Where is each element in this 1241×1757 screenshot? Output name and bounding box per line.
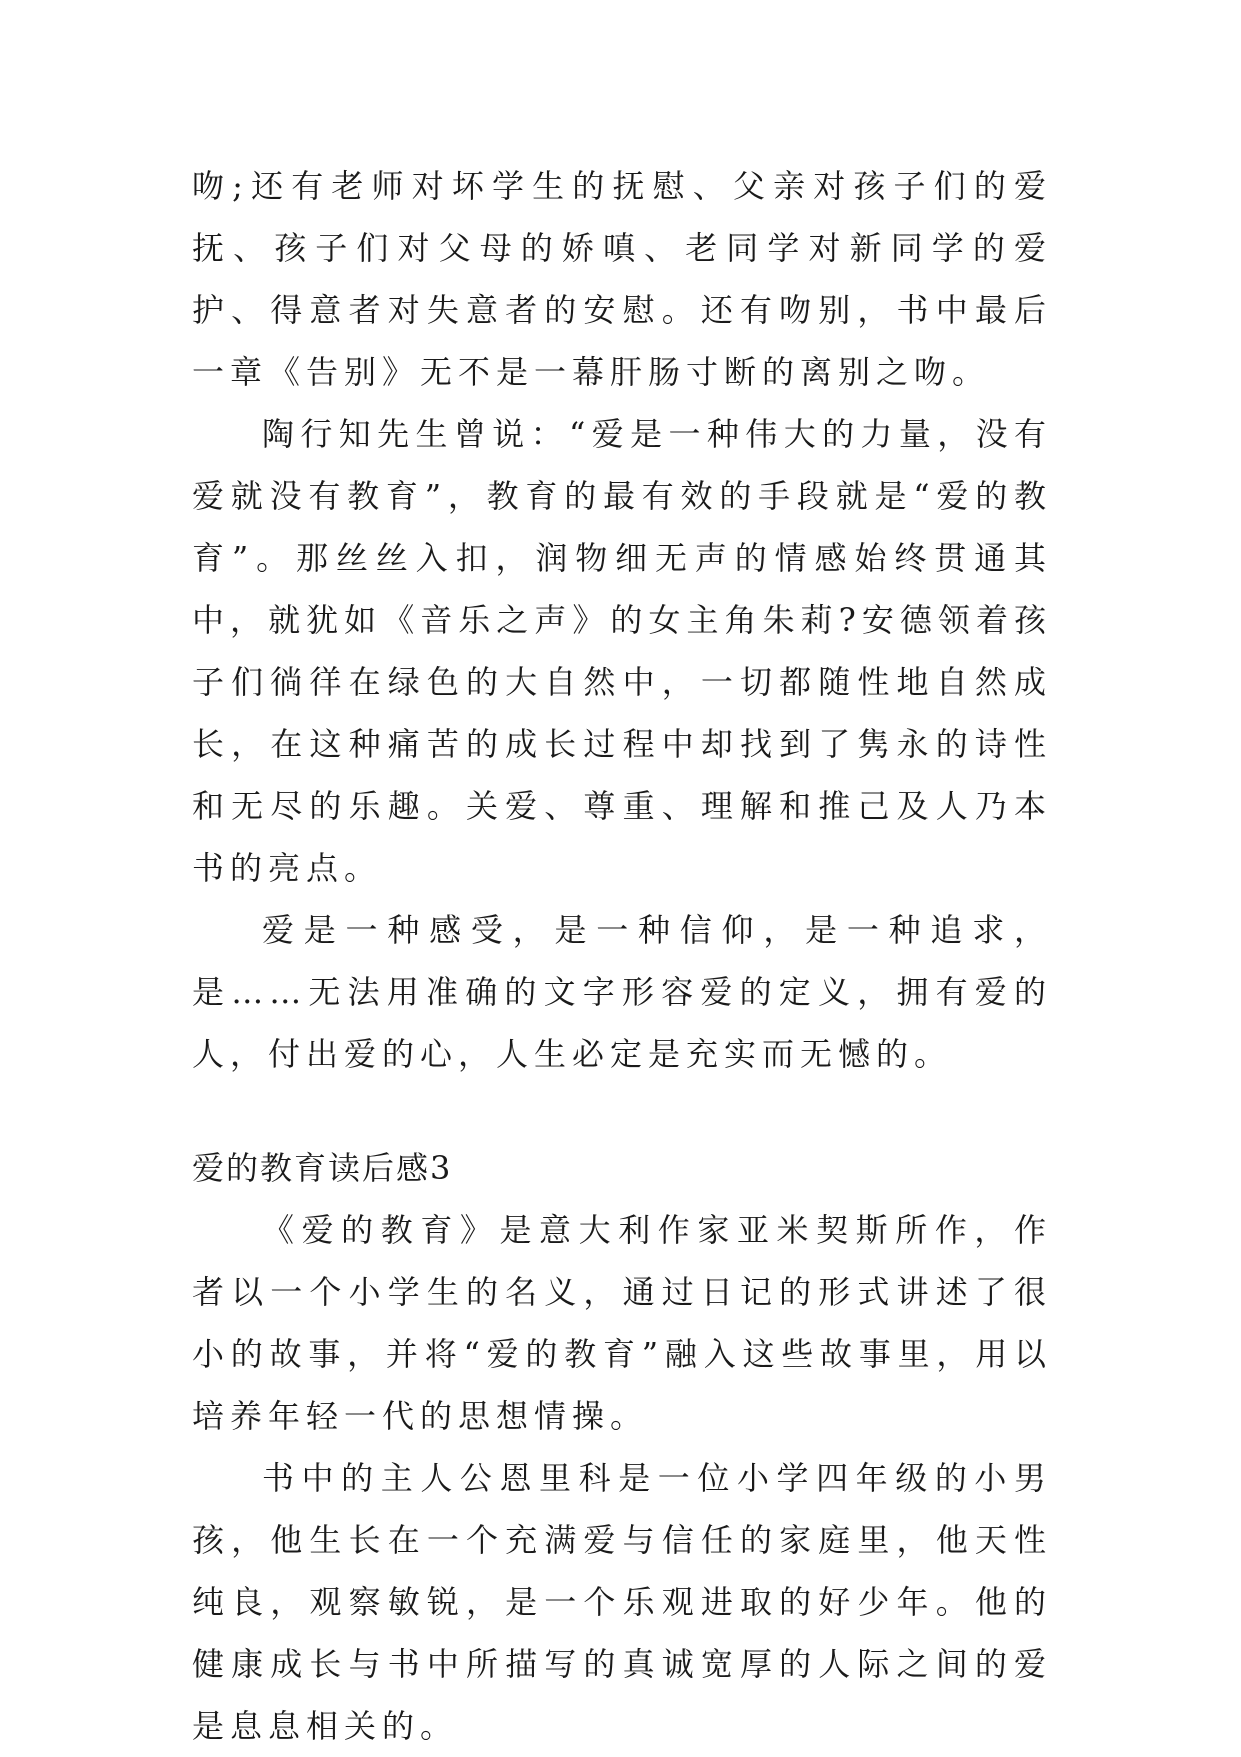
paragraph-book-intro: 《爱的教育》是意大利作家亚米契斯所作，作者以一个小学生的名义，通过日记的形式讲述了很小的故事，并将“爱的教育”融入这些故事里，用以培养年轻一代的思想情操。 xyxy=(192,1211,1052,1435)
section-title: 爱的教育读后感3 xyxy=(192,1149,453,1187)
paragraph-love-definition: 爱是一种感受，是一种信仰，是一种追求，是……无法用准确的文字形容爱的定义，拥有爱的人，付出爱的心，人生必定是充实而无憾的。 xyxy=(192,911,1052,1073)
paragraph-continuation: 吻;还有老师对坏学生的抚慰、父亲对孩子们的爱抚、孩子们对父母的娇嗔、老同学对新同学的爱护、得意者对失意者的安慰。还有吻别，书中最后一章《告别》无不是一幕肝肠寸断的离别之吻。 xyxy=(192,167,1052,391)
paragraph-protagonist: 书中的主人公恩里科是一位小学四年级的小男孩，他生长在一个充满爱与信任的家庭里，他天性纯良，观察敏锐，是一个乐观进取的好少年。他的健康成长与书中所描写的真诚宽厚的人际之间的爱是息息相关的。 xyxy=(192,1459,1052,1745)
document-page xyxy=(192,155,1052,1757)
paragraph-tao-xingzhi-quote: 陶行知先生曾说：“爱是一种伟大的力量，没有爱就没有教育”，教育的最有效的手段就是“爱的教育”。那丝丝入扣，润物细无声的情感始终贯通其中，就犹如《音乐之声》的女主角朱莉?安德领着孩子们徜徉在绿色的大自然中，一切都随性地自然成长，在这种痛苦的成长过程中却找到了隽永的诗性和无尽的乐趣。关爱、尊重、理解和推己及人乃本书的亮点。 xyxy=(192,415,1052,887)
